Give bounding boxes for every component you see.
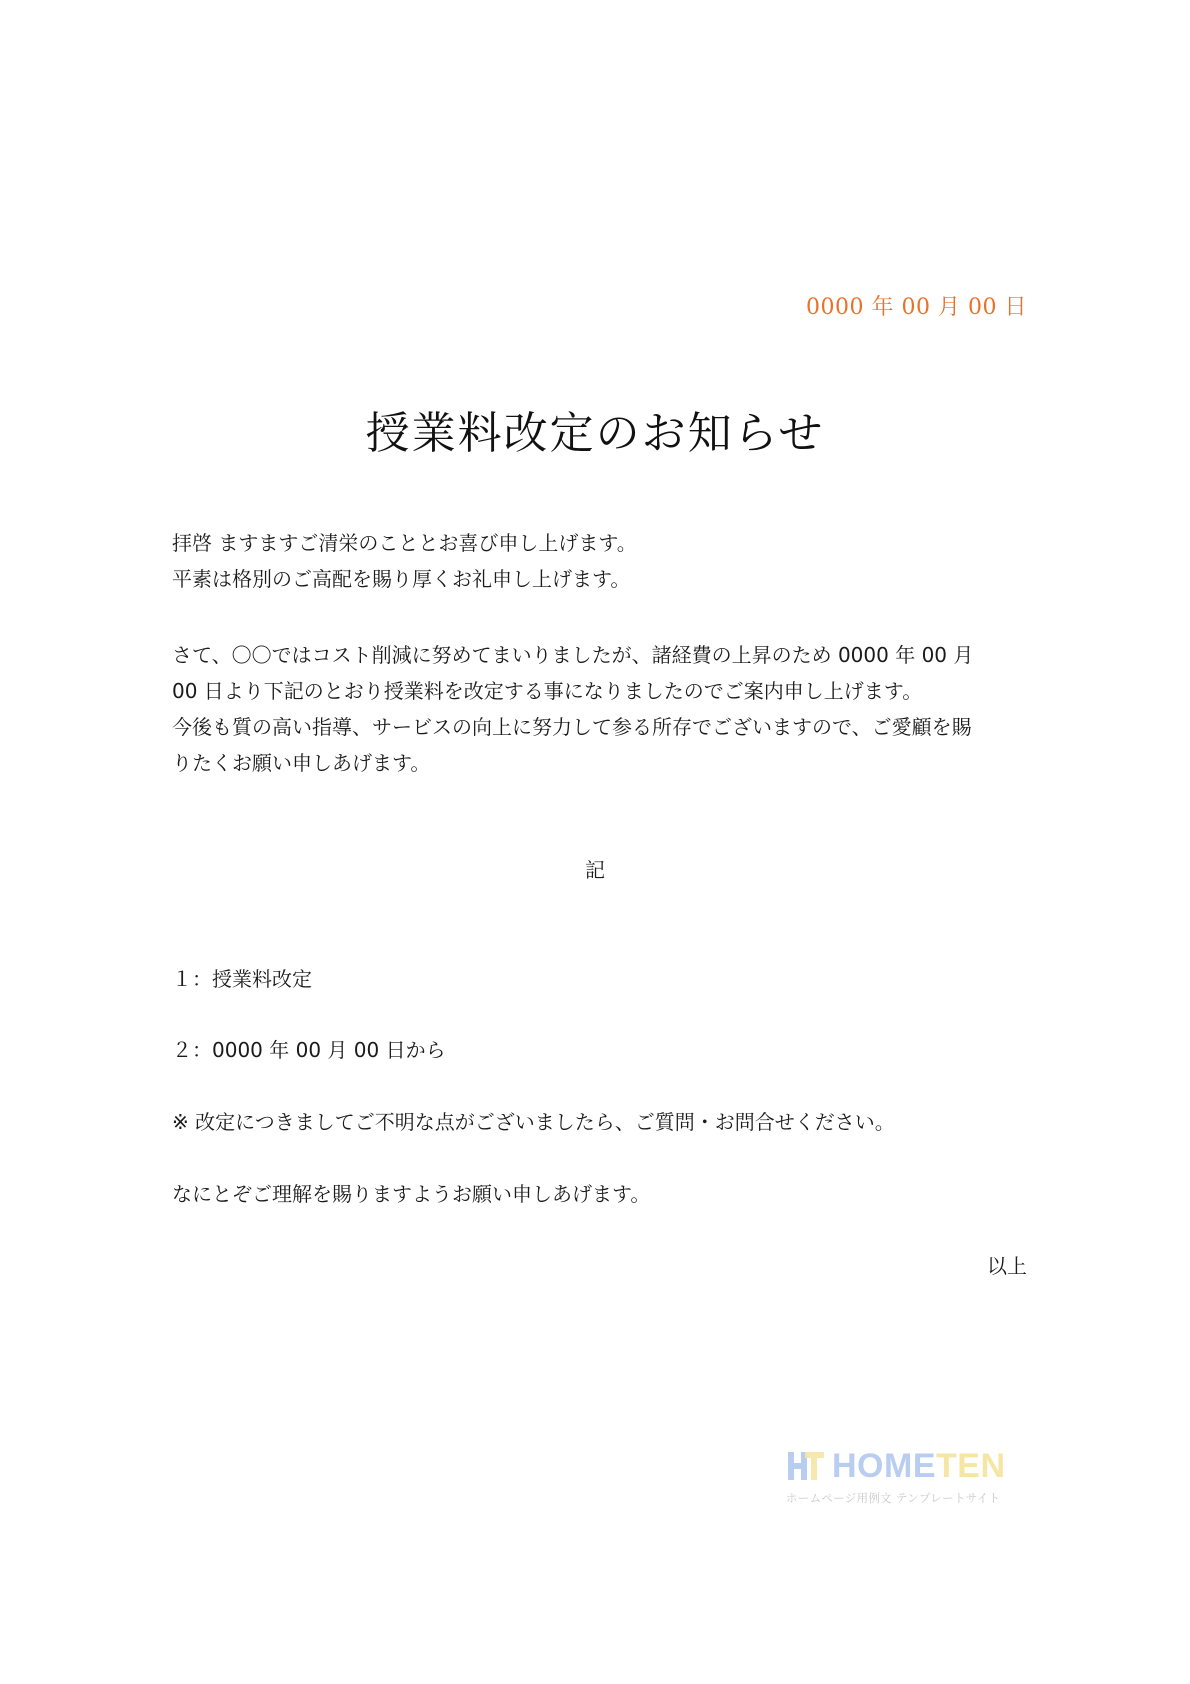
logo-wordmark [832,1448,1006,1484]
paragraph-line: りたくお願い申しあげます。 [172,751,431,775]
closing-sentence: なにとぞご理解を賜りますようお願い申しあげます。 [172,1182,651,1206]
logo-word-ten: TEN [936,1447,1006,1485]
logo-word-home: HOME [832,1447,936,1485]
hometen-logo [786,1448,1012,1510]
paragraph-line: 今後も質の高い指導、サービスの向上に努力して参る所存でございますので、ご愛顧を賜 [172,715,972,739]
logo-subtitle: ホームページ用例文 テンプレートサイト [786,1491,1001,1505]
inquiry-note: ※ 改定につきましてご不明な点がございましたら、ご質問・お問合せください。 [172,1110,895,1134]
greeting-line: 拝啓 ますますご清栄のこととお喜び申し上げます。 [172,531,637,555]
greeting-line: 平素は格別のご高配を賜り厚くお礼申し上げます。 [172,567,631,591]
paragraph-line: 00 日より下記のとおり授業料を改定する事になりましたのでご案内申し上げます。 [172,679,923,703]
list-item-revision: １：授業料改定 [172,967,312,991]
ki-heading: 記 [585,858,605,882]
ijou-closing-mark: 以上 [987,1254,1027,1278]
document-date: 0000 年 00 月 00 日 [806,295,1027,320]
hometen-logo-icon [786,1448,826,1484]
document-title: 授業料改定のお知らせ [365,408,825,460]
logo-main [786,1448,1006,1484]
main-paragraph [172,637,1030,781]
list-item-effective-date: ２：0000 年 00 月 00 日から [172,1038,446,1062]
paragraph-line: さて、〇〇ではコスト削減に努めてまいりましたが、諸経費の上昇のため 0000 年 00 月 [172,643,974,667]
greeting-paragraph [172,525,1030,597]
